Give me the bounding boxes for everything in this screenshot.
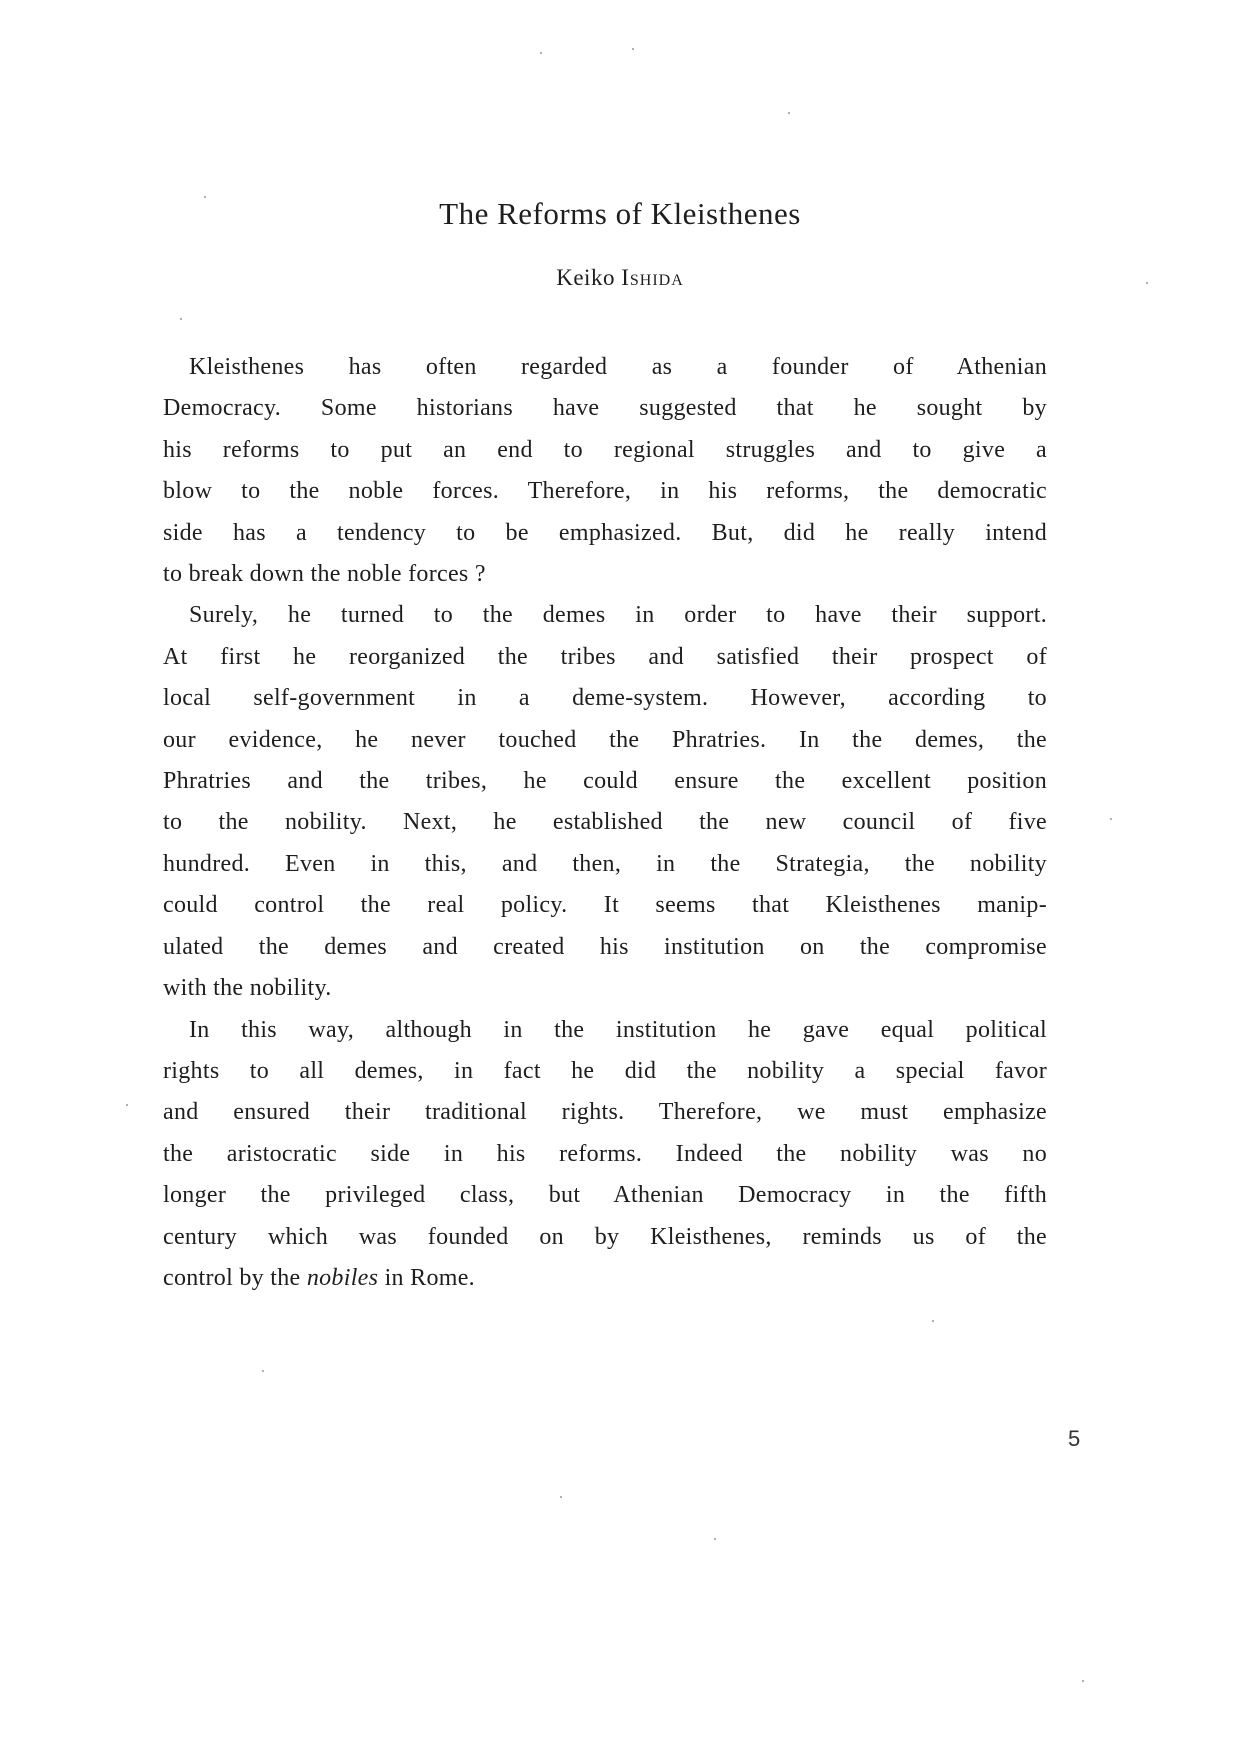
paragraph-line: the aristocratic side in his reforms. Indeed the nobility was no <box>163 1140 1047 1167</box>
paragraph-line: his reforms to put an end to regional struggles and to give a <box>163 436 1047 463</box>
italic-term: nobiles <box>306 1264 379 1291</box>
page-number: 5 <box>1068 1426 1081 1451</box>
paragraph-line: Kleisthenes has often regarded as a founder of Athenian <box>189 354 1047 380</box>
paragraph-line: hundred. Even in this, and then, in the Strategia, the nobility <box>163 850 1047 877</box>
paragraph-line: Phratries and the tribes, he could ensure the excellent position <box>163 768 1047 795</box>
paragraph-line: side has a tendency to be emphasized. But, did he really intend <box>163 519 1047 546</box>
author-given-name: Keiko <box>556 265 615 290</box>
paragraph-line: At first he reorganized the tribes and satisfied their prospect of <box>163 643 1047 670</box>
paragraph-line: with the nobility. <box>163 975 332 1002</box>
text-segment: in Rome. <box>384 1264 475 1291</box>
paragraph-line: to break down the noble forces ? <box>163 561 486 588</box>
paragraph-line: ulated the demes and created his institution on the compromise <box>163 933 1047 960</box>
paragraph-line: local self-government in a deme-system. However, according to <box>163 685 1047 712</box>
paragraph-line: rights to all demes, in fact he did the nobility a special favor <box>163 1057 1047 1084</box>
text-segment: control by the <box>163 1264 301 1291</box>
paragraph-line: and ensured their traditional rights. Therefore, we must emphasize <box>163 1099 1047 1126</box>
paragraph-line: our evidence, he never touched the Phratries. In the demes, the <box>163 726 1047 753</box>
paragraph-3 <box>163 1010 1047 1300</box>
paragraph-2 <box>163 595 1047 1009</box>
author-byline <box>0 265 1240 291</box>
paragraph-line: In this way, although in the institution he gave equal political <box>189 1016 1047 1043</box>
article-body <box>163 347 1047 1299</box>
paragraph-line: Democracy. Some historians have suggested that he sought by <box>163 395 1047 422</box>
paragraph-1 <box>163 347 1047 595</box>
paragraph-line: to the nobility. Next, he established the new council of five <box>163 809 1047 836</box>
article-title: The Reforms of Kleisthenes <box>439 196 801 231</box>
paragraph-line: longer the privileged class, but Athenian Democracy in the fifth <box>163 1182 1047 1209</box>
paragraph-line: blow to the noble forces. Therefore, in his reforms, the democratic <box>163 478 1047 505</box>
paragraph-last-line <box>163 1258 1047 1299</box>
author-family-name: Ishida <box>621 265 684 290</box>
paragraph-line: Surely, he turned to the demes in order to have their support. <box>189 602 1047 629</box>
paragraph-line: could control the real policy. It seems that Kleisthenes manip- <box>163 892 1047 919</box>
paragraph-line: century which was founded on by Kleisthenes, reminds us of the <box>163 1223 1047 1250</box>
